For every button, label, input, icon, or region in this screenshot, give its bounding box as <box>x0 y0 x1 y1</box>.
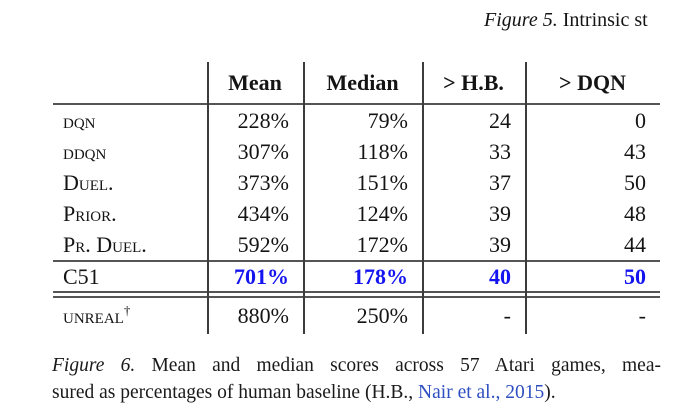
cell-gt-hb: 37 <box>489 169 511 195</box>
header-gt-hb: > H.B. <box>443 69 504 95</box>
header-median: Median <box>326 69 399 95</box>
cell-mean: 434% <box>237 200 289 226</box>
dagger-superscript: † <box>123 303 131 318</box>
cell-gt-dqn: 44 <box>624 231 646 257</box>
cell-gt-dqn: 43 <box>624 138 646 164</box>
figure6-label: Figure 6. <box>52 355 136 376</box>
caption-text-3: ). <box>544 381 556 403</box>
caption-text-1: Mean and median scores across 57 Atari games, mea- <box>135 355 661 376</box>
cell-mean: 228% <box>237 107 289 133</box>
figure5-text: Intrinsic st <box>557 9 648 31</box>
caption-text-2: sured as percentages of human baseline (H.B., <box>52 381 419 403</box>
header-mean: Mean <box>228 69 282 95</box>
scores-table <box>53 62 660 334</box>
table-row-ddqn <box>53 136 660 167</box>
figure5-caption-fragment <box>484 9 648 32</box>
row-label: unreal <box>63 303 124 328</box>
cell-gt-dqn: 50 <box>624 263 646 289</box>
figure5-label: Figure 5. <box>484 9 558 31</box>
table-row-c51 <box>53 262 660 291</box>
cell-mean: 307% <box>237 138 289 164</box>
row-label: Prior. <box>63 200 117 226</box>
cell-mean: 373% <box>237 169 289 195</box>
column-divider <box>422 62 424 334</box>
table-row-pr-duel <box>53 229 660 260</box>
table-header-row <box>53 62 660 103</box>
column-divider <box>525 62 527 334</box>
figure6-caption <box>52 353 661 406</box>
header-gt-dqn: > DQN <box>559 69 626 95</box>
cell-gt-hb: 24 <box>489 107 511 133</box>
table-row-duel <box>53 167 660 198</box>
cell-median: 118% <box>357 138 408 164</box>
row-label: C51 <box>63 263 100 289</box>
row-label: Duel. <box>63 169 114 195</box>
caption-line-2 <box>52 380 661 407</box>
table-row-dqn <box>53 105 660 136</box>
table-row-prior <box>53 198 660 229</box>
column-divider <box>303 62 305 334</box>
cell-gt-hb: - <box>503 303 511 328</box>
cell-median: 79% <box>367 107 408 133</box>
cell-mean: 592% <box>237 231 289 257</box>
table-row-unreal <box>53 298 660 334</box>
cell-gt-dqn: - <box>638 303 646 328</box>
caption-line-1 <box>52 353 661 380</box>
cell-gt-dqn: 50 <box>624 169 646 195</box>
cell-gt-hb: 40 <box>489 263 511 289</box>
column-divider <box>207 62 209 334</box>
cell-gt-hb: 39 <box>489 231 511 257</box>
cell-gt-hb: 33 <box>489 138 511 164</box>
cell-mean: 701% <box>234 263 289 289</box>
cell-median: 151% <box>356 169 408 195</box>
cell-gt-hb: 39 <box>489 200 511 226</box>
row-label: ddqn <box>63 138 107 164</box>
row-label: Pr. Duel. <box>63 231 147 257</box>
cell-median: 124% <box>356 200 408 226</box>
cell-gt-dqn: 48 <box>624 200 646 226</box>
cell-median: 178% <box>353 263 408 289</box>
row-label: dqn <box>63 107 96 133</box>
citation-link[interactable]: Nair et al., 2015 <box>418 381 545 403</box>
cell-mean: 880% <box>237 303 289 328</box>
cell-median: 250% <box>356 303 408 328</box>
cell-median: 172% <box>356 231 408 257</box>
cell-gt-dqn: 0 <box>635 107 646 133</box>
